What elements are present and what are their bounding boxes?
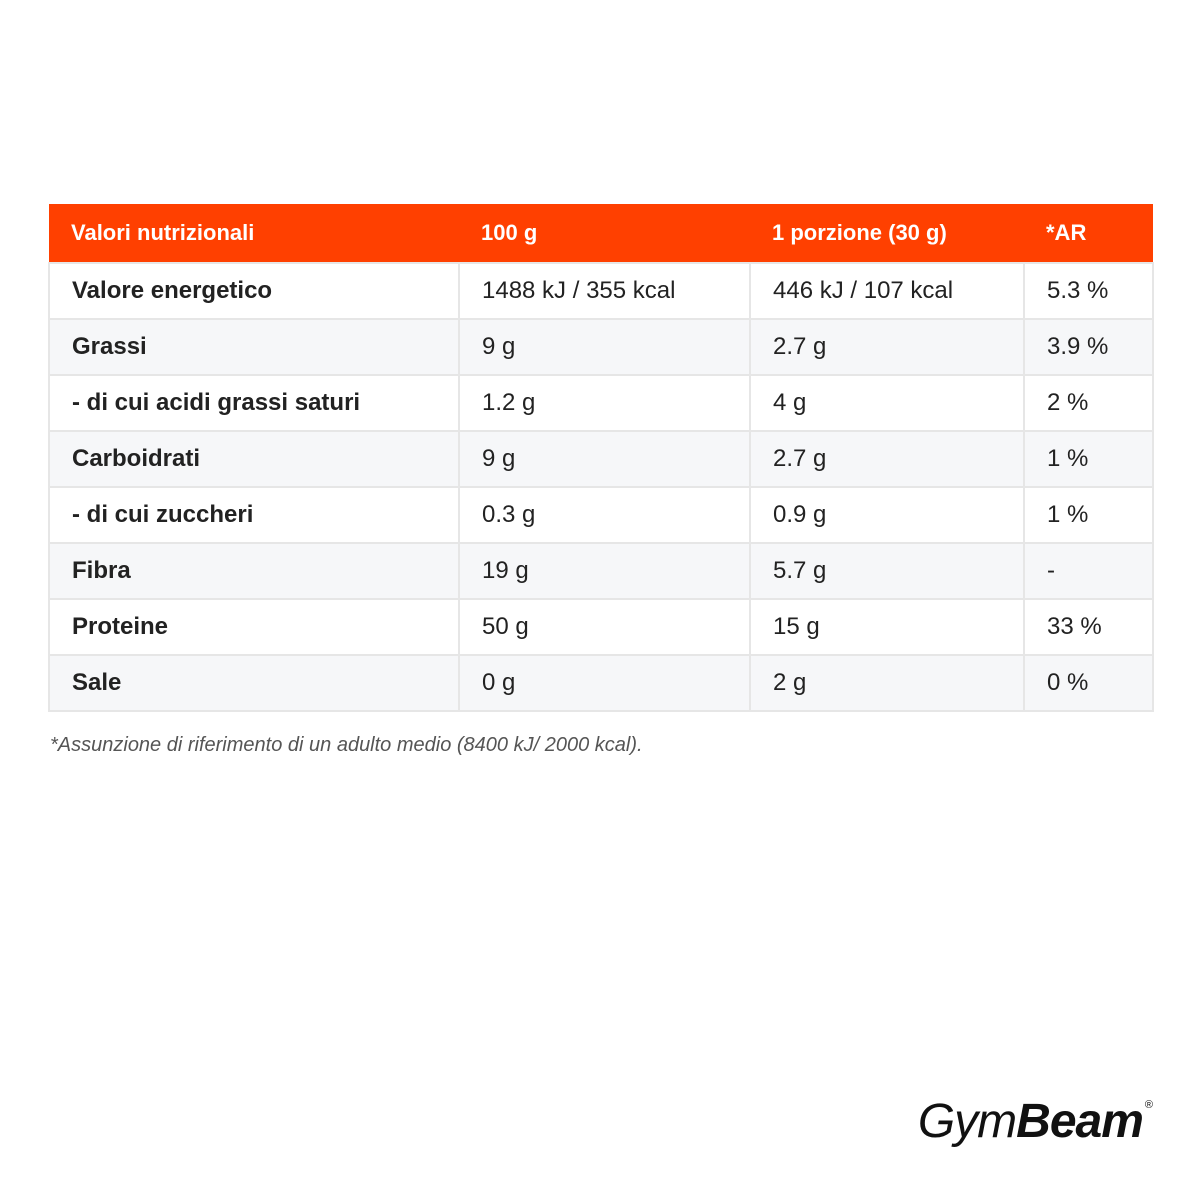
value-reference-intake: - [1024, 543, 1153, 599]
nutrient-name: Proteine [49, 599, 459, 655]
value-per-100g: 19 g [459, 543, 750, 599]
value-reference-intake: 0 % [1024, 655, 1153, 711]
value-per-portion: 2.7 g [750, 319, 1024, 375]
value-reference-intake: 5.3 % [1024, 263, 1153, 319]
table-row [49, 319, 1153, 375]
reference-intake-footnote: *Assunzione di riferimento di un adulto medio (8400 kJ/ 2000 kcal). [50, 734, 643, 756]
value-per-100g: 1488 kJ / 355 kcal [459, 263, 750, 319]
table-row [49, 375, 1153, 431]
logo-text-gym: Gym [917, 1095, 1017, 1148]
table-row [49, 431, 1153, 487]
value-per-portion: 2.7 g [750, 431, 1024, 487]
nutrient-name: Carboidrati [49, 431, 459, 487]
nutrient-name: Valore energetico [49, 263, 459, 319]
value-per-100g: 9 g [459, 319, 750, 375]
nutrient-name: - di cui acidi grassi saturi [49, 375, 459, 431]
table-row [49, 599, 1153, 655]
value-per-portion: 4 g [750, 375, 1024, 431]
value-per-portion: 446 kJ / 107 kcal [750, 263, 1024, 319]
header-nutrient: Valori nutrizionali [49, 204, 459, 263]
value-per-100g: 1.2 g [459, 375, 750, 431]
table-row [49, 487, 1153, 543]
table-row [49, 263, 1153, 319]
nutrient-name: Sale [49, 655, 459, 711]
value-per-100g: 50 g [459, 599, 750, 655]
value-reference-intake: 1 % [1024, 431, 1153, 487]
table-body [49, 263, 1153, 711]
value-per-portion: 0.9 g [750, 487, 1024, 543]
table-header [49, 204, 1153, 263]
value-reference-intake: 33 % [1024, 599, 1153, 655]
value-reference-intake: 3.9 % [1024, 319, 1153, 375]
table-row [49, 655, 1153, 711]
table-row [49, 543, 1153, 599]
value-per-100g: 0 g [459, 655, 750, 711]
registered-trademark-icon: ® [1144, 1099, 1152, 1111]
header-per-portion: 1 porzione (30 g) [750, 204, 1024, 263]
nutrient-name: Fibra [49, 543, 459, 599]
logo-text-beam: Beam [1016, 1095, 1143, 1148]
value-per-portion: 2 g [750, 655, 1024, 711]
header-row [49, 204, 1153, 263]
value-per-portion: 15 g [750, 599, 1024, 655]
nutrient-name: - di cui zuccheri [49, 487, 459, 543]
header-reference-intake: *AR [1024, 204, 1153, 263]
value-reference-intake: 2 % [1024, 375, 1153, 431]
value-per-100g: 0.3 g [459, 487, 750, 543]
nutrient-name: Grassi [49, 319, 459, 375]
value-per-portion: 5.7 g [750, 543, 1024, 599]
value-per-100g: 9 g [459, 431, 750, 487]
gymbeam-logo [917, 1095, 1152, 1158]
nutrition-table [48, 204, 1154, 712]
header-per-100g: 100 g [459, 204, 750, 263]
value-reference-intake: 1 % [1024, 487, 1153, 543]
